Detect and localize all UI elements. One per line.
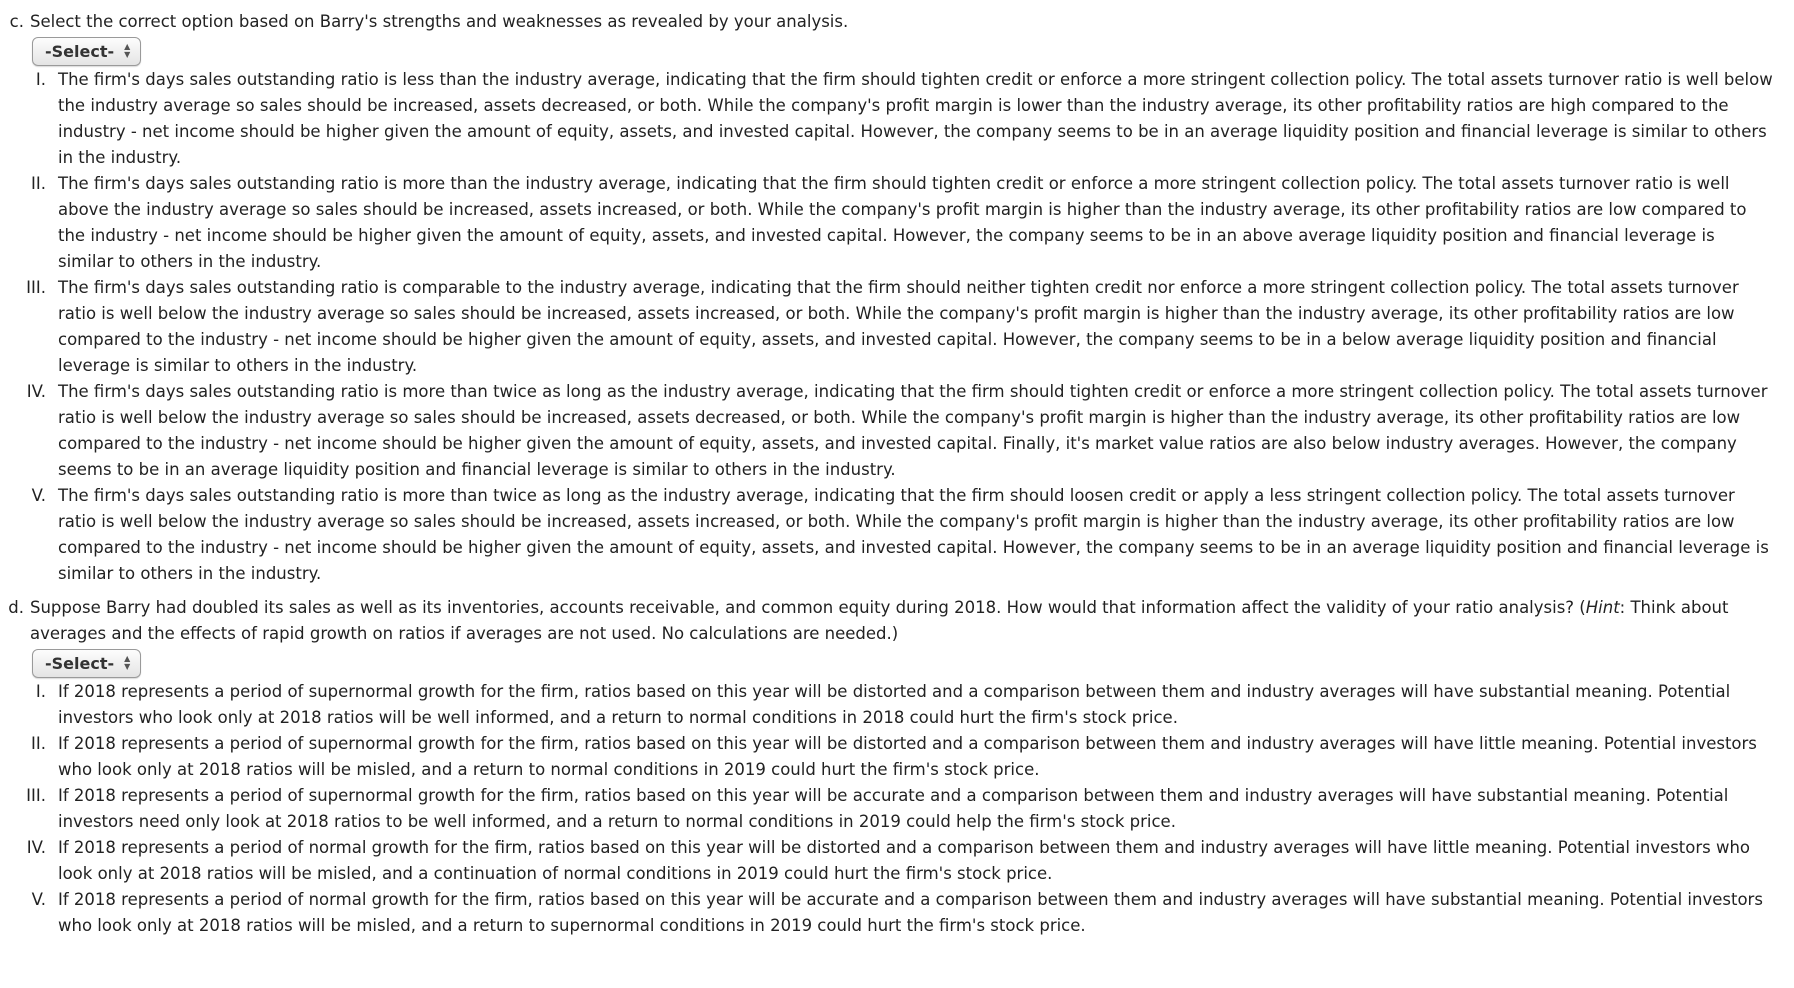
option-numeral: I. [35, 70, 46, 89]
option-numeral: II. [31, 734, 46, 753]
select-arrows-icon: ▲ ▼ [124, 654, 131, 671]
select-value: -Select- [45, 653, 115, 673]
prompt-text-after-hint: : Think about averages and the effects of rapid growth on ratios if averages are not used. No calculations are needed.) [30, 598, 1729, 643]
option-item [0, 679, 1794, 731]
option-text: The firm's days sales outstanding ratio is less than the industry average, indicating that the firm should tighten credit or enforce a more stringent collection policy. The total assets turnover ratio is well below the industry average so sales should be increased, assets decreased, or both. While the company's profit margin is lower than the industry average, its other profitability ratios are high compared to the industry - net income should be higher given the amount of equity, assets, and invested capital. However, the company seems to be in an average liquidity position and financial leverage is similar to others in the industry. [58, 70, 1773, 167]
hint-label: Hint [1585, 598, 1620, 617]
question-letter: c. [9, 12, 24, 31]
answer-select-d[interactable] [32, 649, 141, 678]
option-numeral: III. [26, 786, 46, 805]
question-prompt: Select the correct option based on Barry's strengths and weaknesses as revealed by your analysis. [30, 12, 849, 31]
option-text: If 2018 represents a period of normal growth for the firm, ratios based on this year will be distorted and a comparison between them and industry averages will have little meaning. Potential investors who look only at 2018 ratios will be misled, and a continuation of normal conditions in 2019 could hurt the firm's stock price. [58, 838, 1751, 883]
option-text: The firm's days sales outstanding ratio is comparable to the industry average, indicating that the firm should neither tighten credit nor enforce a more stringent collection policy. The total assets turnover ratio is well below the industry average so sales should be increased, assets increased, or both. While the company's profit margin is higher than the industry average, its other profitability ratios are low compared to the industry - net income should be higher given the amount of equity, assets, and invested capital. However, the company seems to be in a below average liquidity position and financial leverage is similar to others in the industry. [58, 278, 1739, 375]
option-text: If 2018 represents a period of supernormal growth for the firm, ratios based on this year will be distorted and a comparison between them and industry averages will have substantial meaning. Potential investors who look only at 2018 ratios will be well informed, and a return to normal conditions in 2018 could hurt the firm's stock price. [58, 682, 1731, 727]
option-item [0, 483, 1794, 587]
option-text: If 2018 represents a period of supernormal growth for the firm, ratios based on this year will be accurate and a comparison between them and industry averages will have substantial meaning. Potential investors need only look at 2018 ratios to be well informed, and a return to normal conditions in 2019 could help the firm's stock price. [58, 786, 1729, 831]
options-list-d [0, 679, 1794, 939]
select-arrows-icon: ▲ ▼ [124, 42, 131, 59]
answer-select-c[interactable] [32, 37, 141, 66]
option-text: If 2018 represents a period of supernormal growth for the firm, ratios based on this year will be distorted and a comparison between them and industry averages will have little meaning. Potential investors who look only at 2018 ratios will be misled, and a return to normal conditions in 2019 could hurt the firm's stock price. [58, 734, 1757, 779]
question-letter: d. [8, 598, 24, 617]
option-item [0, 835, 1794, 887]
question-prompt [30, 595, 1794, 647]
question-d-prompt-row [0, 595, 1794, 647]
option-numeral: II. [31, 174, 46, 193]
select-value: -Select- [45, 41, 115, 61]
option-text: The firm's days sales outstanding ratio is more than the industry average, indicating that the firm should tighten credit or enforce a more stringent collection policy. The total assets turnover ratio is well above the industry average so sales should be increased, assets increased, or both. While the company's profit margin is higher than the industry average, its other profitability ratios are low compared to the industry - net income should be higher given the amount of equity, assets, and invested capital. However, the company seems to be in an above average liquidity position and financial leverage is similar to others in the industry. [58, 174, 1747, 271]
option-numeral: I. [35, 682, 46, 701]
option-numeral: V. [31, 486, 46, 505]
option-item [0, 275, 1794, 379]
option-item [0, 171, 1794, 275]
option-text: If 2018 represents a period of normal growth for the firm, ratios based on this year will be accurate and a comparison between them and industry averages will have substantial meaning. Potential investors who look only at 2018 ratios will be misled, and a return to supernormal conditions in 2019 could hurt the firm's stock price. [58, 890, 1763, 935]
option-item [0, 731, 1794, 783]
option-item [0, 783, 1794, 835]
question-c-prompt-row [0, 9, 1794, 35]
option-item [0, 379, 1794, 483]
options-list-c [0, 67, 1794, 587]
option-item [0, 887, 1794, 939]
option-numeral: IV. [26, 838, 46, 857]
option-numeral: III. [26, 278, 46, 297]
option-numeral: IV. [26, 382, 46, 401]
option-item [0, 67, 1794, 171]
option-text: The firm's days sales outstanding ratio is more than twice as long as the industry average, indicating that the firm should loosen credit or apply a less stringent collection policy. The total assets turnover ratio is well below the industry average so sales should be increased, assets increased, or both. While the company's profit margin is higher than the industry average, its other profitability ratios are low compared to the industry - net income should be higher given the amount of equity, assets, and invested capital. However, the company seems to be in an average liquidity position and financial leverage is similar to others in the industry. [58, 486, 1769, 583]
option-text: The firm's days sales outstanding ratio is more than twice as long as the industry average, indicating that the firm should tighten credit or enforce a more stringent collection policy. The total assets turnover ratio is well below the industry average so sales should be increased, assets decreased, or both. While the company's profit margin is higher than the industry average, its other profitability ratios are low compared to the industry - net income should be higher given the amount of equity, assets, and invested capital. Finally, it's market value ratios are also below industry averages. However, the company seems to be in an average liquidity position and financial leverage is similar to others in the industry. [58, 382, 1768, 479]
question-d [0, 595, 1794, 939]
option-numeral: V. [31, 890, 46, 909]
prompt-text-before-hint: Suppose Barry had doubled its sales as well as its inventories, accounts receivable, and common equity during 2018. How would that information affect the validity of your ratio analysis? ( [30, 598, 1586, 617]
